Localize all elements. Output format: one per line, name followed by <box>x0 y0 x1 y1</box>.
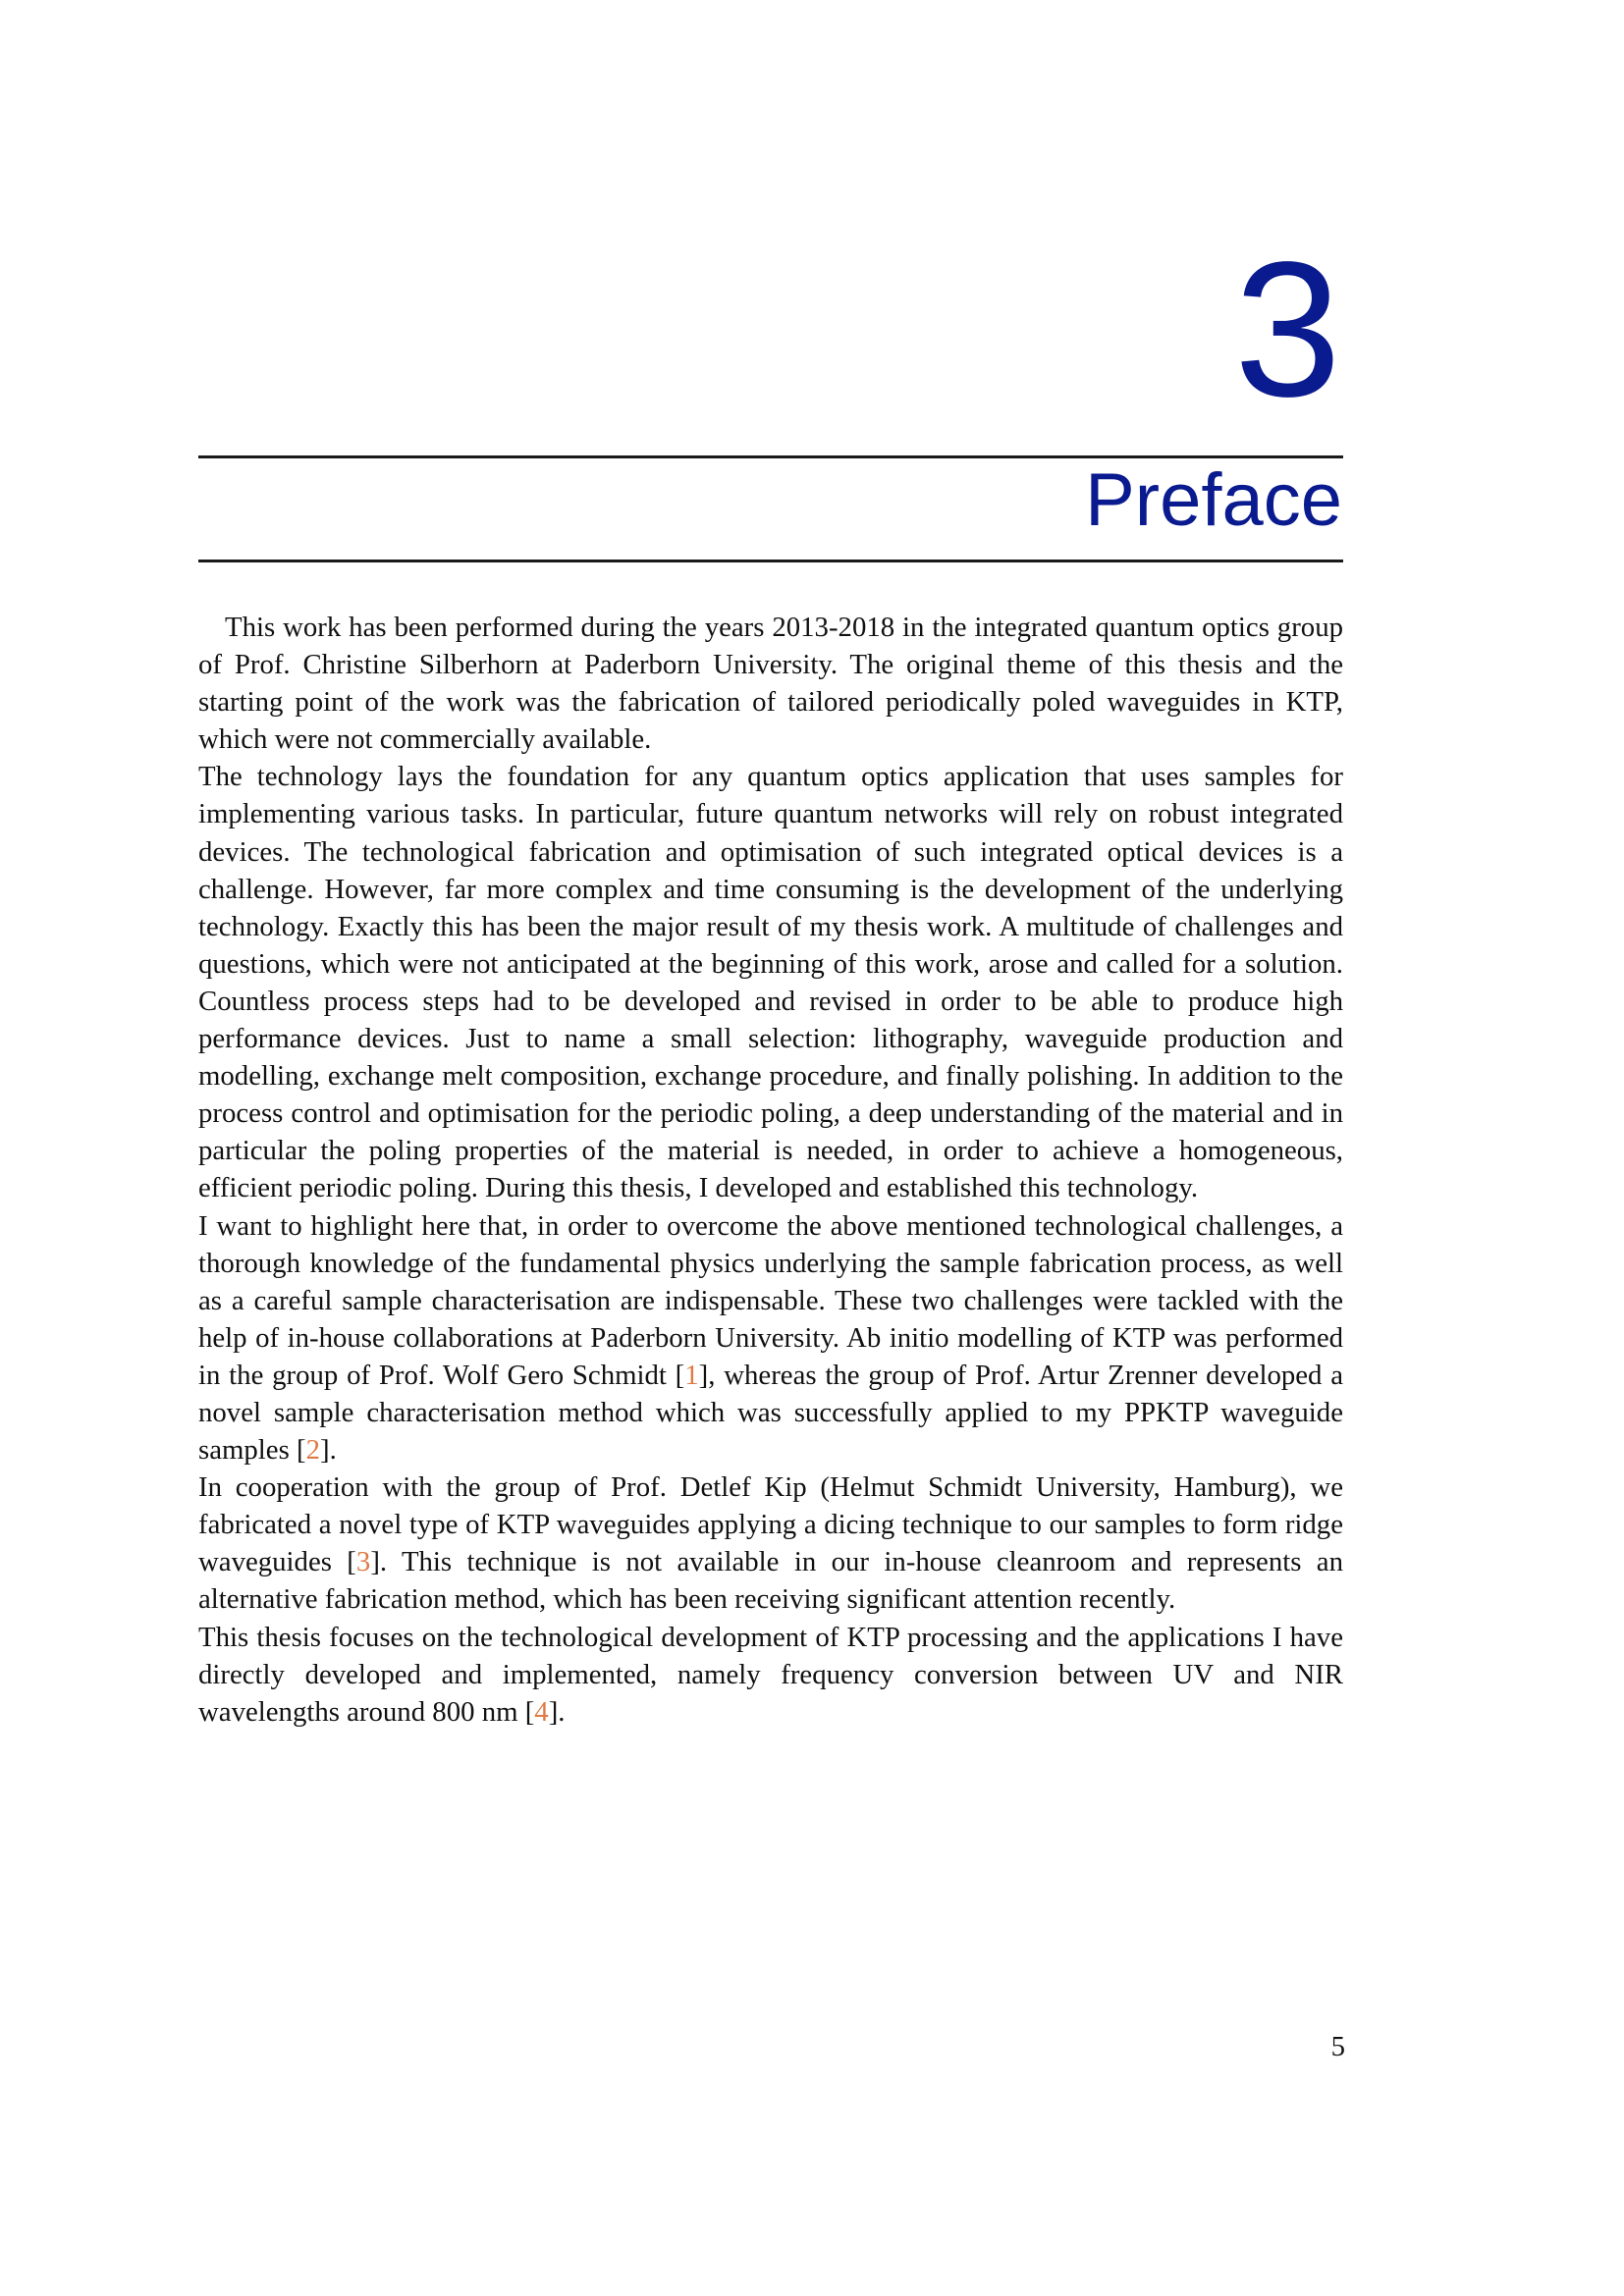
paragraph-text: ]. <box>548 1695 566 1728</box>
paragraph-text: ]. <box>319 1434 337 1467</box>
paragraph-text: This work has been performed during the years 2013-2018 in the integrated quantum optics group of Prof. Christine Silberhorn at Paderborn University. The original theme of this thesis and the starting point of the work was the fabrication of tailored periodically poled waveguides in KTP, which were not commercially available. <box>198 612 1343 756</box>
page-number: 5 <box>1330 2031 1345 2062</box>
paragraph-text: In cooperation with the group of Prof. Detlef Kip (Helmut Schmidt University, Hamburg), we fabricated a novel type of KTP waveguides applying a dicing technique to our samples to form ridge waveguides [ <box>198 1471 1343 1578</box>
paragraph <box>198 758 1343 1206</box>
citation-link[interactable]: 1 <box>684 1359 699 1391</box>
citation-link[interactable]: 3 <box>355 1546 371 1578</box>
citation-link[interactable]: 4 <box>534 1695 549 1728</box>
paragraph <box>198 1619 1343 1731</box>
body-text <box>198 609 1343 1731</box>
paragraph-text: This thesis focuses on the technological development of KTP processing and the applications I have directly developed and implemented, namely frequency conversion between UV and NIR wavelengths around 800 nm [ <box>198 1621 1343 1728</box>
chapter-number: 3 <box>1233 222 1339 437</box>
citation-link[interactable]: 2 <box>305 1434 320 1467</box>
paragraph-text: I want to highlight here that, in order to overcome the above mentioned technological challenges, a thorough knowledge of the fundamental physics underlying the sample fabrication process, as well as a careful sample characterisation are indispensable. These two challenges were tackled with the help of in-house collaborations at Paderborn University. Ab initio modelling of KTP was performed in the group of Prof. Wolf Gero Schmidt [ <box>198 1209 1343 1391</box>
paragraph-text: The technology lays the foundation for any quantum optics application that uses samples for implementing various tasks. In particular, future quantum networks will rely on robust integrated devices. The technological fabrication and optimisation of such integrated optical devices is a challenge. However, far more complex and time consuming is the development of the underlying technology. Exactly this has been the major result of my thesis work. A multitude of challenges and questions, which were not anticipated at the beginning of this work, arose and called for a solution. Countless process steps had to be developed and revised in order to be able to produce high performance devices. Just to name a small selection: lithography, waveguide production and modelling, exchange melt composition, exchange procedure, and finally polishing. In addition to the process control and optimisation for the periodic poling, a deep understanding of the material and in particular the poling properties of the material is needed, in order to achieve a homogeneous, efficient periodic poling. During this thesis, I developed and established this technology. <box>198 761 1343 1204</box>
paragraph <box>198 609 1343 758</box>
paragraph-text: ], whereas the group of Prof. Artur Zrenner developed a novel sample characterisation method which was successfully applied to my PPKTP waveguide samples [ <box>198 1359 1343 1467</box>
chapter-title: Preface <box>1085 458 1342 542</box>
paragraph-text: ]. This technique is not available in our in-house cleanroom and represents an alternative fabrication method, which has been receiving significant attention recently. <box>198 1546 1343 1616</box>
chapter-rule-bottom <box>198 560 1343 562</box>
paragraph <box>198 1207 1343 1469</box>
paragraph <box>198 1468 1343 1618</box>
